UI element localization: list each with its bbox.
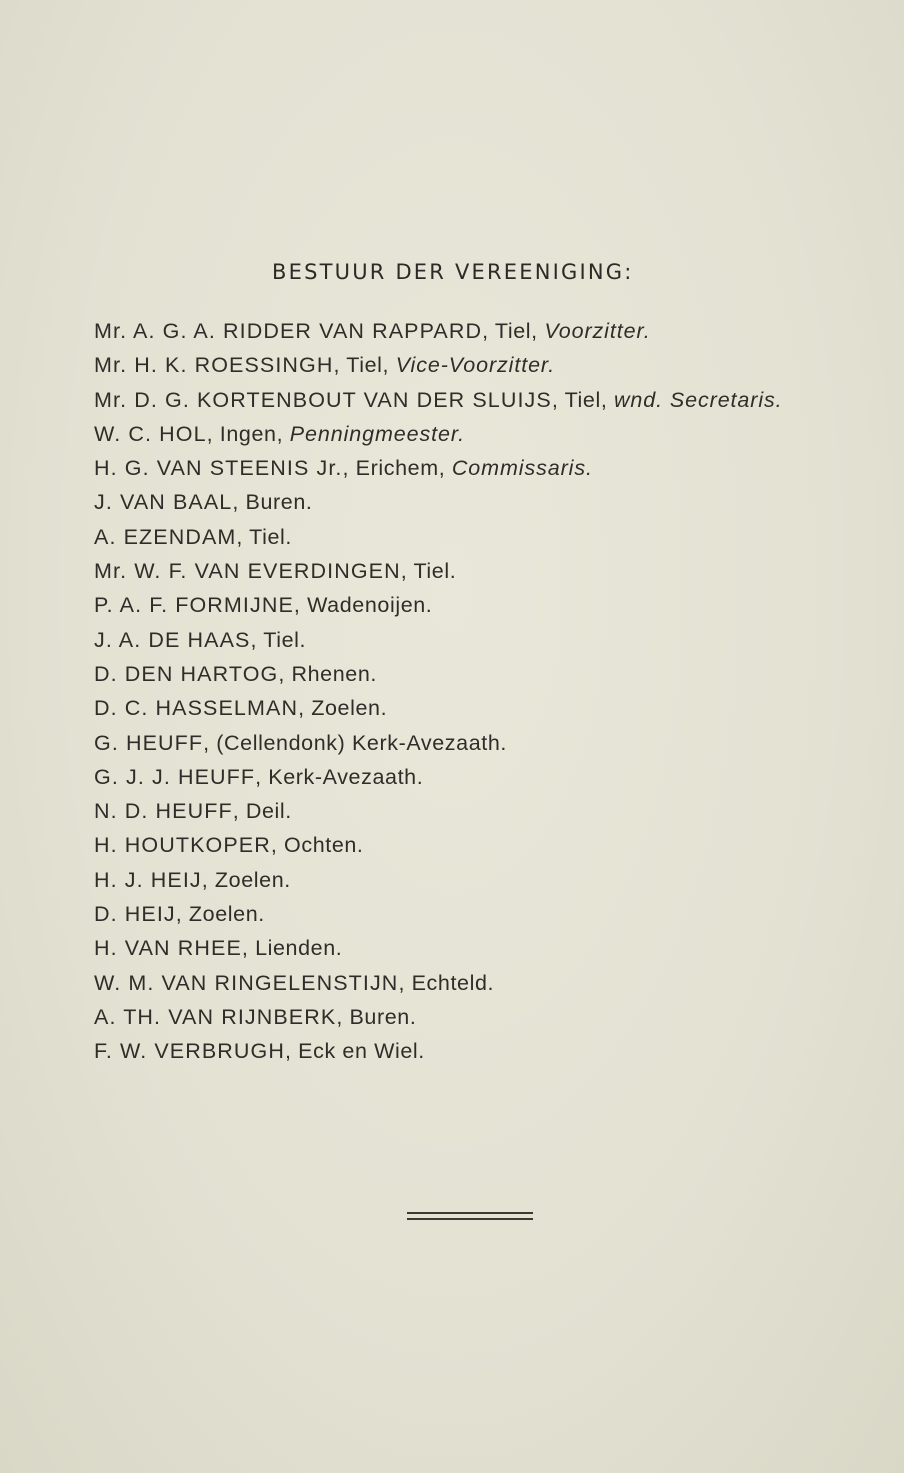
member-place: Buren. xyxy=(245,490,313,515)
separator: , xyxy=(270,833,285,858)
separator: , xyxy=(276,421,290,446)
member-name: Mr. A. G. A. RIDDER VAN RAPPARD xyxy=(94,319,483,343)
member-name: Mr. H. K. ROESSINGH xyxy=(94,353,334,378)
separator: , xyxy=(400,559,414,584)
member-place: (Cellendonk) Kerk-Avezaath. xyxy=(216,730,507,755)
board-member-row xyxy=(94,863,884,897)
separator: , xyxy=(336,1004,350,1029)
member-name: G. HEUFF xyxy=(94,730,204,755)
separator: , xyxy=(175,902,189,927)
member-name: H. G. VAN STEENIS Jr. xyxy=(94,456,343,481)
member-place: Tiel. xyxy=(263,627,307,652)
board-member-row xyxy=(94,554,884,588)
page-heading: BESTUUR DER VEREENIGING: xyxy=(272,260,634,284)
board-member-list xyxy=(94,314,884,1069)
separator: , xyxy=(250,627,264,652)
separator: , xyxy=(482,319,495,343)
board-member-row xyxy=(94,314,884,348)
member-name: H. J. HEIJ xyxy=(94,867,202,892)
member-name: D. DEN HARTOG xyxy=(94,661,279,686)
separator: , xyxy=(600,387,614,412)
member-place: Tiel xyxy=(346,353,383,378)
member-name: P. A. F. FORMIJNE xyxy=(94,593,294,618)
member-name: J. A. DE HAAS xyxy=(94,627,251,652)
board-member-row xyxy=(94,828,884,862)
separator: , xyxy=(255,764,269,789)
board-member-row xyxy=(94,931,884,965)
member-place: Erichem xyxy=(355,456,439,481)
board-member-row xyxy=(94,691,884,725)
separator: , xyxy=(531,319,545,343)
board-member-row xyxy=(94,485,884,519)
member-role: Commissaris. xyxy=(451,456,593,481)
board-member-row xyxy=(94,1034,884,1068)
member-role: Vice-Voorzitter. xyxy=(395,353,556,378)
member-place: Lienden. xyxy=(255,936,343,961)
member-name: H. HOUTKOPER xyxy=(94,833,271,858)
board-member-row xyxy=(94,760,884,794)
board-member-row xyxy=(94,623,884,657)
separator: , xyxy=(382,353,396,378)
member-name: A. TH. VAN RIJNBERK xyxy=(94,1004,337,1029)
member-name: F. W. VERBRUGH xyxy=(94,1039,286,1064)
board-member-row xyxy=(94,966,884,1000)
member-place: Tiel xyxy=(564,387,601,412)
member-name: G. J. J. HEUFF xyxy=(94,764,256,789)
member-name: D. C. HASSELMAN xyxy=(94,696,299,721)
member-role: Voorzitter. xyxy=(544,319,651,343)
member-place: Tiel xyxy=(494,319,532,343)
member-name: D. HEIJ xyxy=(94,902,176,927)
board-member-row xyxy=(94,383,884,417)
member-place: Ingen xyxy=(219,421,277,446)
separator: , xyxy=(206,421,220,446)
separator: , xyxy=(201,867,215,892)
board-member-row xyxy=(94,657,884,691)
member-place: Eck en Wiel. xyxy=(298,1039,425,1064)
member-name: A. EZENDAM xyxy=(94,524,237,549)
member-name: W. C. HOL xyxy=(94,421,207,446)
member-name: W. M. VAN RINGELENSTIJN xyxy=(94,970,399,995)
board-member-row xyxy=(94,1000,884,1034)
board-member-row xyxy=(94,588,884,622)
member-place: Wadenoijen. xyxy=(307,593,433,618)
separator: , xyxy=(293,593,308,618)
closing-rule-bottom xyxy=(407,1218,533,1220)
member-place: Zoelen. xyxy=(214,867,291,892)
separator: , xyxy=(232,799,246,824)
member-place: Kerk-Avezaath. xyxy=(268,764,424,789)
closing-rule-top xyxy=(407,1212,533,1214)
member-name: Mr. W. F. VAN EVERDINGEN xyxy=(94,559,401,584)
member-name: J. VAN BAAL xyxy=(94,490,233,515)
board-member-row xyxy=(94,520,884,554)
board-member-row xyxy=(94,726,884,760)
member-place: Zoelen. xyxy=(311,696,388,721)
member-place: Zoelen. xyxy=(188,902,265,927)
separator: , xyxy=(236,524,250,549)
separator: , xyxy=(241,936,256,961)
separator: , xyxy=(551,387,565,412)
member-role: Penningmeester. xyxy=(289,421,466,446)
member-name: N. D. HEUFF xyxy=(94,799,233,824)
board-member-row xyxy=(94,897,884,931)
separator: , xyxy=(285,1039,299,1064)
separator: , xyxy=(398,970,412,995)
member-place: Ochten. xyxy=(284,833,364,858)
board-member-row xyxy=(94,417,884,451)
separator: , xyxy=(333,353,347,378)
separator: , xyxy=(342,456,356,481)
member-role: wnd. Secretaris. xyxy=(614,387,783,412)
member-name: Mr. D. G. KORTENBOUT VAN DER SLUIJS xyxy=(94,387,552,412)
member-name: H. VAN RHEE xyxy=(94,936,242,961)
member-place: Echteld. xyxy=(411,970,495,995)
separator: , xyxy=(438,456,452,481)
separator: , xyxy=(203,730,217,755)
board-member-row xyxy=(94,348,884,382)
board-member-row xyxy=(94,451,884,485)
member-place: Tiel. xyxy=(249,524,292,549)
separator: , xyxy=(278,661,292,686)
board-member-row xyxy=(94,794,884,828)
member-place: Buren. xyxy=(349,1004,417,1029)
member-place: Rhenen. xyxy=(291,661,377,686)
separator: , xyxy=(298,696,312,721)
member-place: Tiel. xyxy=(413,559,457,584)
member-place: Deil. xyxy=(245,799,292,824)
separator: , xyxy=(232,490,246,515)
